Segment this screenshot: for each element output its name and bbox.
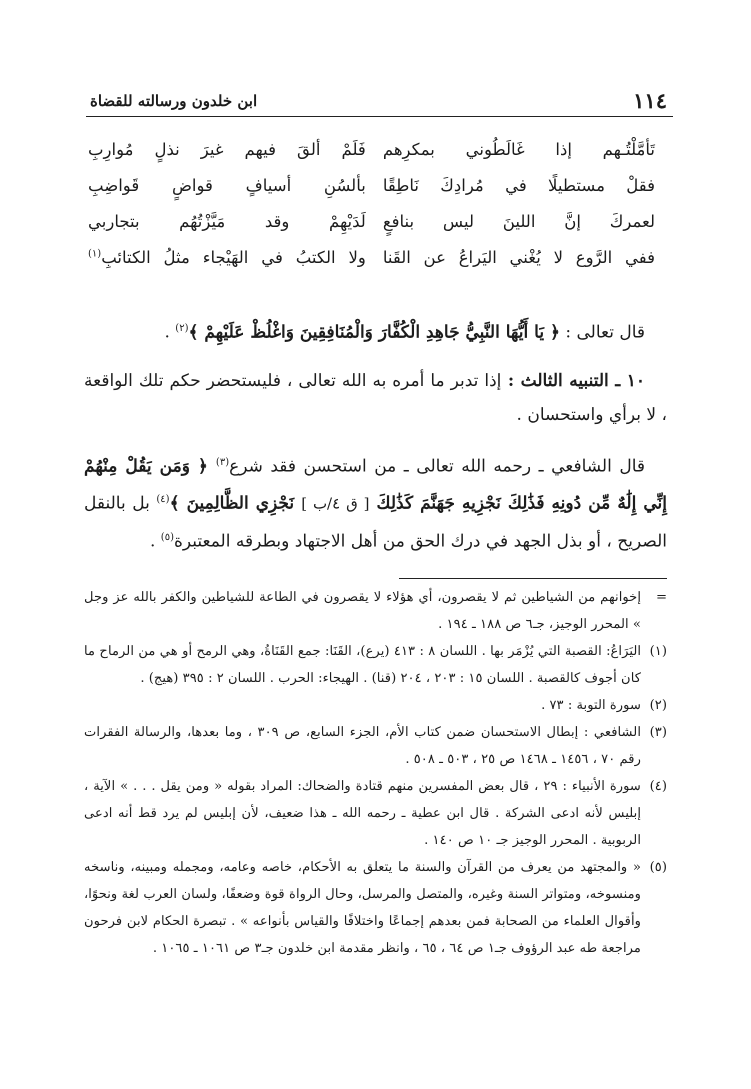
footnote-number: = xyxy=(655,590,667,605)
poem-verse xyxy=(88,248,655,284)
punctuation: . xyxy=(164,322,176,343)
paragraph xyxy=(84,312,667,350)
verse-first-hemistich: تَأمَّلْتُـهم إذا غَالَطُوني بمكرِهم xyxy=(382,140,655,159)
footnote xyxy=(84,773,667,854)
footnote-text: اليَرَاعُ: القصبة التي يُزْمَر بها . اللسان ٨ : ٤١٣ (يرع)، القَنَا: جمع القَنَاةُ، وهي الرمح أو هي من الرماح ما كان أجوف كالقصبة . اللسان ١٥ : ٢٠٣ ، ٢٠٤ (قنا) . الهيجاء: الحرب . اللسان ٢ : ٣٩٥ (هيج) . xyxy=(84,644,642,686)
paragraph-text: إذا تدبر ما أمره به الله تعالى ، فليستحضر حكم تلك الواقعة ، لا برأي واستحسان . xyxy=(84,370,667,425)
footnote-number: (٥) xyxy=(649,860,667,875)
main-text xyxy=(84,312,667,573)
quran-verse: نَجْزِي الظَّالِمِينَ ﴾ xyxy=(169,493,302,514)
footnotes xyxy=(84,584,667,962)
footnote xyxy=(84,692,667,719)
manuscript-folio-mark: [ ق ٤/ب ] xyxy=(301,494,370,513)
footnote-number: (١) xyxy=(649,644,667,659)
footnote-number: (٢) xyxy=(649,698,667,713)
page-number: ١١٤ xyxy=(633,88,667,113)
paragraph xyxy=(84,364,667,432)
verse-first-hemistich: فقلْ مستطيلًا في مُرادِكَ نَاطِقًا xyxy=(382,176,655,195)
footnote-text: الشافعي : إبطال الاستحسان ضمن كتاب الأم، الجزء السابع، ص ٣٠٩ ، وما بعدها، والرسالة الفقرات رقم ٧٠ ، ١٤٥٦ ـ ١٤٦٨ ص ٢٥ ، ٥٠٣ ـ ٥٠٨ . xyxy=(84,725,641,767)
poem-verse xyxy=(88,212,655,248)
verse-second-hemistich: فَلَمْ ألقَ فيهم غيرَ نذلٍ مُوارِبِ xyxy=(88,140,366,159)
footnote-divider xyxy=(399,578,667,579)
footnote-ref: (٥) xyxy=(160,531,174,543)
footnote xyxy=(84,854,667,962)
poem xyxy=(88,140,655,284)
running-title: ابن خلدون ورسالته للقضاة xyxy=(90,92,258,110)
quran-verse: ﴿ يَا أَيُّهَا النَّبِيُّ جَاهِدِ الْكُفَّارَ وَالْمُنَافِقِينَ وَاغْلُظْ عَلَيْهِمْ ﴾ xyxy=(188,322,560,343)
footnote-ref: (١) xyxy=(88,248,102,260)
verse-second-hemistich xyxy=(88,248,366,267)
section-heading: ١٠ ـ التنبيه الثالث : xyxy=(501,370,645,391)
footnote-ref: (٤) xyxy=(156,494,170,506)
footnote-ref: (٣) xyxy=(215,456,230,468)
footnote-number: (٤) xyxy=(649,779,667,794)
footnote-text: إخوانهم من الشياطين ثم لا يقصرون، أي هؤلاء لا يقصرون في الطاعة للشياطين والكفر بالله عز وجل » المحرر الوجيز، جـ٦ ص ١٨٨ ـ ١٩٤ . xyxy=(84,590,641,632)
paragraph-text: بل بالنقل الصريح ، أو بذل الجهد في درك الحق من أهل الاجتهاد وبطرقه المعتبرة xyxy=(84,493,667,552)
poem-verse xyxy=(88,140,655,176)
verse-first-hemistich: ففي الرَّوع لا يُغْني اليَراعُ عن القَنا xyxy=(382,248,655,267)
paragraph-text: قال الشافعي ـ رحمه الله تعالى ـ من استحسن فقد شرع xyxy=(229,456,646,477)
quran-verse: ﴿ وَمَن يَقُلْ مِنْهُمْ إِنِّي إِلَٰهٌ مِّن دُونِهِ فَذَٰلِكَ نَجْزِيهِ جَهَنَّمَ كَذَٰلِكَ xyxy=(84,456,668,514)
verse-second-hemistich: بألسُنِ أسيافٍ قواضٍ قَواضِبِ xyxy=(88,176,366,195)
punctuation: . xyxy=(149,531,161,552)
footnote xyxy=(84,719,667,773)
footnote xyxy=(84,584,667,638)
footnote-ref: (٢) xyxy=(175,323,189,334)
poem-verse xyxy=(88,176,655,212)
footnote-text: سورة الأنبياء : ٢٩ ، قال بعض المفسرين منهم قتادة والضحاك: المراد بقوله « ومن يقل . . . » الآية ، إبليس لأنه ادعى الشركة . قال ابن عطية ـ رحمه الله ـ هذا ضعيف، لأن إبليس لم يرد قط أنه ادعى الربوبية . المحرر الوجيز جـ ١٠ ص ١٤٠ . xyxy=(84,779,641,848)
intro-text: قال تعالى : xyxy=(559,322,645,343)
verse-first-hemistich: لعمركَ إنَّ اللينَ ليس بنافعٍ xyxy=(382,212,655,231)
verse-second-hemistich: لَدَيْهِمْ وقد مَيَّزْتُهُم بتجاربي xyxy=(88,212,366,231)
footnote xyxy=(84,638,667,692)
running-header xyxy=(86,86,673,117)
footnote-number: (٣) xyxy=(649,725,667,740)
footnote-text: سورة التوبة : ٧٣ . xyxy=(541,698,641,713)
footnote-text: « والمجتهد من يعرف من القرآن والسنة ما يتعلق به الأحكام، خاصه وعامه، ومجمله ومبينه، وناسخه ومنسوخه، ومتواتر السنة وغيره، والمتصل والمرسل، وحال الرواة قوة وضعفًا، ولسان العرب لغة ونحوًا، وأقوال العلماء من الصحابة فمن بعدهم إجماعًا واختلافًا والقياس بأنواعه » . تبصرة الحكام لابن فرحون مراجعة طه عبد الرؤوف جـ١ ص ٦٤ ، ٦٥ ، وانظر مقدمة ابن خلدون جـ٣ ص ١٠٦١ ـ ١٠٦٥ . xyxy=(84,860,641,956)
paragraph xyxy=(84,446,667,559)
verse-text: ولا الكتبُ في الهَيْجاء مثلُ الكتائبِ xyxy=(101,248,366,267)
